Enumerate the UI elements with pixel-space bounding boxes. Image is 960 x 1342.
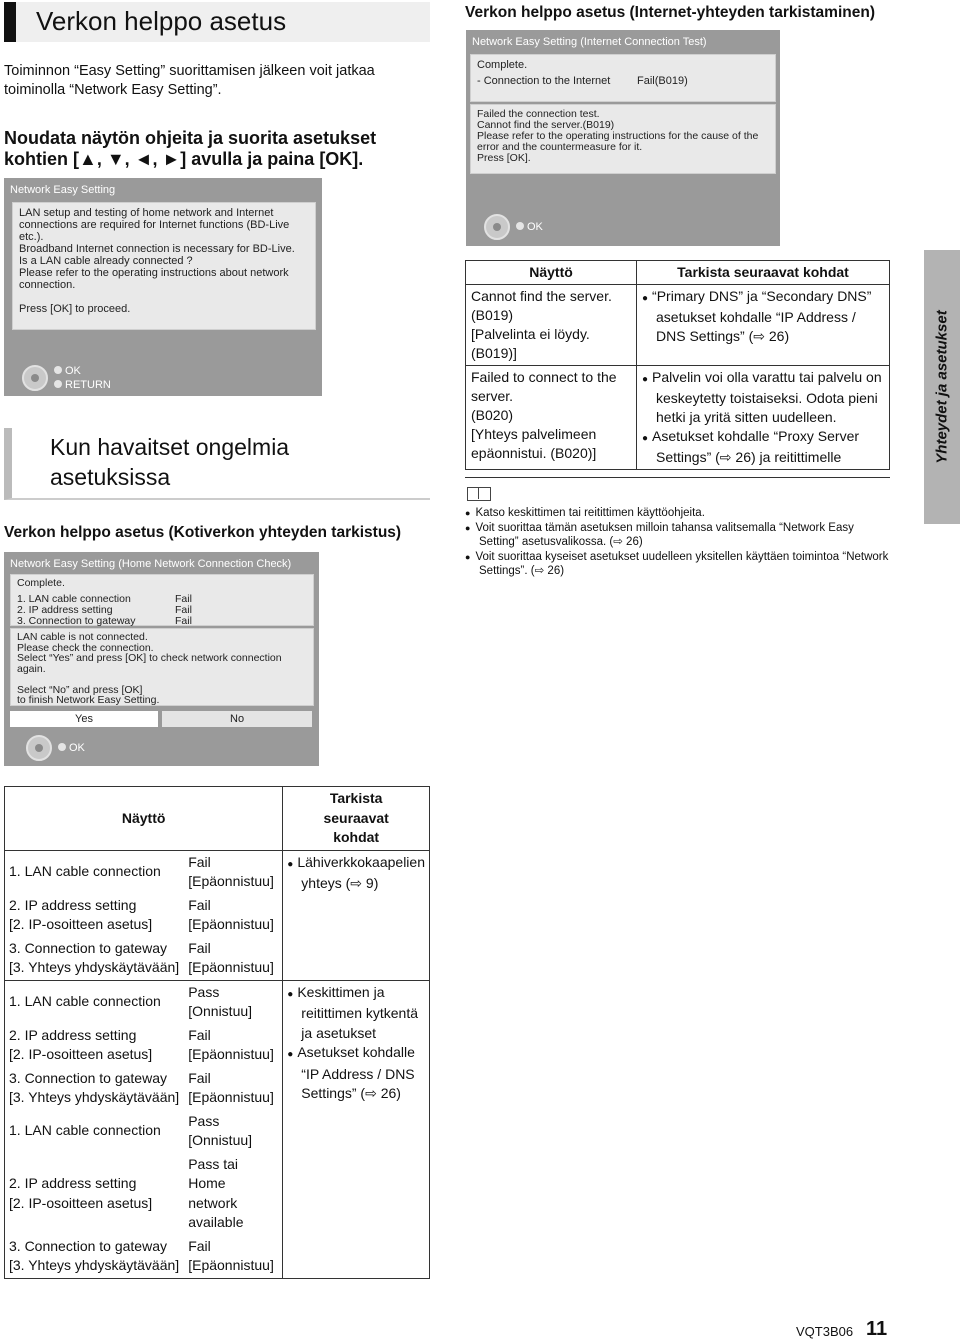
status-cell: Pass tai Home network available [184,1153,283,1235]
status-cell: Fail [Epäonnistuu] [184,1235,283,1279]
item-cell: 1. LAN cable connection [5,980,185,1024]
status-cell: Pass [Onnistuu] [184,980,283,1024]
result-value: Fail(B019) [637,75,688,87]
note-item: ● Katso keskittimen tai reitittimen käyttöohjeita. [465,506,890,521]
item-cell: 3. Connection to gateway [3. Yhteys yhdyskäytävään] [9,1069,180,1105]
return-label: RETURN [65,379,111,391]
model-code: VQT3B06 [796,1324,854,1339]
note-item: ● Voit suorittaa tämän asetuksen milloin tahansa valitsemalla “Network Easy Setting” asetusvalikossa. (⇨ 26) [465,521,890,550]
check-item: ● “Primary DNS” ja “Secondary DNS” asetukset kohdalle “IP Address / DNS Settings” (⇨ 26) [642,287,884,346]
display-cell: Cannot find the server. (B019) [Palvelinta ei löydy. (B019)] [466,285,637,366]
ok-label: OK [65,365,81,377]
ok-dot-icon [516,222,524,230]
side-tab-label: Yhteydet ja asetukset [933,310,951,464]
page-title: Verkon helppo asetus [36,6,287,36]
screen-message: LAN setup and testing of home network and Internet connections are required for Internet functions (BD-Live etc.). Broadband Internet connection is necessary for BD-Live. Is a LAN cable already connected ? Please refer to the operating instructions about network connection. Press [OK] to proceed. [12,202,316,330]
remote-controls [484,214,543,240]
item-cell: 1. LAN cable connection [9,1122,161,1139]
internet-check-subheading: Verkon helppo asetus (Internet-yhteyden tarkistaminen) [465,4,875,21]
return-dot-icon [54,380,62,388]
check-results-box [10,574,314,626]
test-message-box: Failed the connection test. Cannot find the server.(B019) Please refer to the operating instructions for the cause of the error and the countermeasure for it. Press [OK]. [470,104,776,174]
checks-cell [283,980,430,1278]
check-item: ● Palvelin voi olla varattu tai palvelu on keskeytetty toistaiseksi. Odota pieni hetki ja yritä sitten uudelleen. [642,368,884,427]
section-heading-box [4,428,430,500]
table-row [466,366,890,470]
status-cell: Fail [Epäonnistuu] [184,937,283,981]
ok-label: OK [527,221,543,233]
screen-title: Network Easy Setting (Internet Connection Test) [472,36,707,48]
result-label: 1. LAN cable connection [17,593,131,605]
display-cell: Failed to connect to the server. (B020) [Yhteys palvelimeen epäonnistui. (B020)] [466,366,637,470]
check-item: ● Asetukset kohdalle “Proxy Server Settings” (⇨ 26) ja reitittimelle [642,427,884,467]
ok-dot-icon [54,366,62,374]
item-cell: 2. IP address setting [2. IP-osoitteen asetus] [9,896,153,932]
network-easy-setting-screen [4,178,322,396]
checks-cell [637,285,890,366]
no-button[interactable]: No [162,711,312,727]
status-cell: Pass [Onnistuu] [184,1110,283,1153]
home-network-check-screen [4,552,319,766]
status-cell: Fail [Epäonnistuu] [184,894,283,937]
internet-troubleshoot-table [465,260,890,470]
test-result-box [470,54,776,102]
result-label: 3. Connection to gateway [17,615,136,627]
result-label: 2. IP address setting [17,604,113,616]
check-item: ● Lähiverkkokaapelien yhteys (⇨ 9) [287,853,425,894]
instruction-heading: Noudata näytön ohjeita ja suorita asetukset kohtien [▲, ▼, ◄, ►] avulla ja paina [OK]. [4,128,377,169]
result-value: Fail [175,604,192,616]
checks-cell [637,366,890,470]
status-cell: Fail [Epäonnistuu] [184,1067,283,1110]
result-value: Fail [175,615,192,627]
checks-cell [283,850,430,980]
remote-controls [26,735,85,761]
column-header: Näyttö [5,787,283,851]
table-row [466,285,890,366]
notes-list [465,506,890,579]
ok-dot-icon [58,743,66,751]
section-heading: Kun havaitset ongelmia asetuksissa [50,434,290,490]
dpad-icon [484,214,510,240]
yes-button[interactable]: Yes [10,711,158,727]
ok-label: OK [69,742,85,754]
book-icon [467,487,491,501]
item-cell: 1. LAN cable connection [5,850,185,894]
column-header: Tarkista seuraavat kohdat [323,790,389,845]
item-cell: 3. Connection to gateway [3. Yhteys yhdyskäytävään] [9,939,180,975]
page-title-bar [4,2,430,42]
status-cell: Fail [Epäonnistuu] [184,850,283,894]
column-header: Tarkista seuraavat kohdat [637,261,890,285]
column-header: Näyttö [466,261,637,285]
complete-text: Complete. [17,577,65,589]
divider [465,477,890,478]
complete-text: Complete. [477,59,528,71]
item-cell: 3. Connection to gateway [3. Yhteys yhdyskäytävään] [9,1237,180,1273]
item-cell: 2. IP address setting [2. IP-osoitteen asetus] [9,1175,153,1211]
check-message-box: LAN cable is not connected. Please check the connection. Select “Yes” and press [OK] to check network connection again. Select “No” and press [OK] to finish Network Easy Setting. [10,628,314,706]
check-item: ● Asetukset kohdalle “IP Address / DNS Settings” (⇨ 26) [287,1043,425,1104]
page-number: 11 [866,1318,888,1340]
note-item: ● Voit suorittaa kyseiset asetukset uudelleen yksitellen käyttäen toimintoa “Network Settings”. (⇨ 26) [465,550,890,579]
internet-connection-test-screen [466,30,780,246]
remote-controls [22,364,111,392]
table-row [5,850,430,894]
home-network-troubleshoot-table [4,786,430,1279]
dpad-icon [22,365,48,391]
table-row [5,980,430,1024]
home-network-subheading: Verkon helppo asetus (Kotiverkon yhteyden tarkistus) [4,524,402,541]
intro-text: Toiminnon “Easy Setting” suorittamisen jälkeen voit jatkaa toiminolla “Network Easy Setting”. [4,63,375,98]
dpad-icon [26,735,52,761]
result-label: - Connection to the Internet [477,75,611,87]
status-cell: Fail [Epäonnistuu] [184,1024,283,1067]
screen-title: Network Easy Setting (Home Network Connection Check) [10,558,292,570]
check-item: ● Keskittimen ja reitittimen kytkentä ja asetukset [287,983,425,1044]
screen-title: Network Easy Setting [10,184,116,196]
result-value: Fail [175,593,192,605]
item-cell: 2. IP address setting [2. IP-osoitteen asetus] [9,1026,153,1062]
side-tab [924,250,960,524]
